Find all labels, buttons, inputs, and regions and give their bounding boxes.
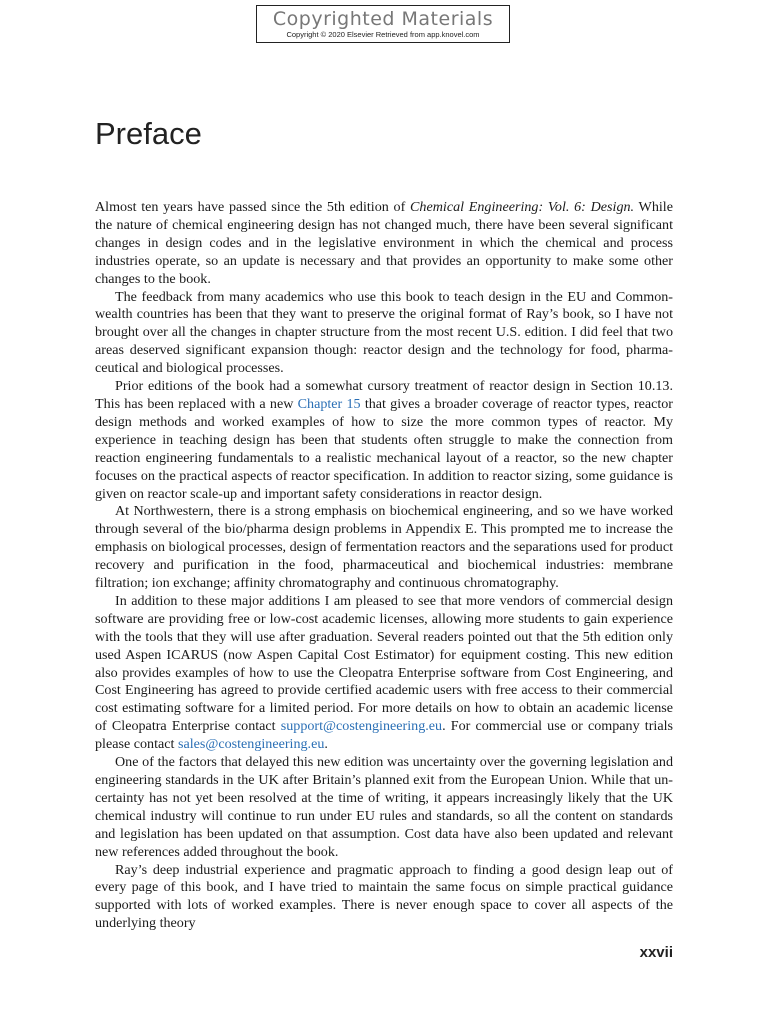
support-email-link[interactable]: support@costengineering.eu: [280, 718, 443, 735]
paragraph-text: In addition to these major additions I am pleased to see that more vendors of commercial design software are providing free or low-cost academic licenses, allowing more students to gain experience with the tools that they will use after graduation. Several readers pointed out that the 5th edition only used Aspen ICARUS (now Aspen Capital Cost Estimator) for equipment costing. This new edition also provides examples of how to use the Cleopatra Enterprise software from Cost Engineering, and Cost Engineering has agreed to provide certified academic users with free access to their commercial cost estimating software for a limited period. For more details on how to obtain an academic license of Cleopatra Enterprise contact: [95, 592, 673, 735]
page-number: xxvii: [639, 944, 673, 961]
paragraph-text: While the nature of chemical engineering design has not changed much, there have been several significant changes in design codes and in the legislative environment in which the chemical and process industries operate, so an update is necessary and that provides an opportunity to make some other changes to the book.: [95, 199, 673, 287]
paragraph-1: [95, 199, 673, 289]
paragraph-text: . For commercial use or company trials please contact: [95, 718, 673, 753]
chapter-15-link[interactable]: Chapter 15: [297, 395, 361, 412]
paragraph-2: The feedback from many academics who use this book to teach design in the EU and Commonwealth countries has been that they want to preserve the original format of Ray’s book, so I have not brought over all the changes in chapter structure from the most recent U.S. edition. I did feel that two areas deserved significant expansion though: reactor design and the technology for food, pharmaceutical and biological processes.: [95, 288, 673, 377]
copyright-watermark: [256, 5, 510, 43]
paragraph-6: One of the factors that delayed this new edition was uncertainty over the governing legislation and engineering standards in the UK after Britain’s planned exit from the European Union. While that uncertainty has not yet been resolved at the time of writing, it appears increasingly likely that the UK chemical industry will continue to run under EU rules and standards, so all the content on standards and legislation has been updated on that assumption. Cost data have also been updated and relevant new references added throughout the book.: [95, 754, 673, 860]
paragraph-5: [95, 593, 673, 754]
watermark-title: Copyrighted Materials: [272, 8, 494, 30]
book-title: Chemical Engineering: Vol. 6: Design.: [410, 199, 635, 215]
paragraph-7: Ray’s deep industrial experience and pragmatic approach to finding a good design leap out of every page of this book, and I have tried to maintain the same focus on simple practical guidance supported with lots of worked examples. There is never enough space to cover all aspects of the underlying theory: [95, 861, 673, 932]
paragraph-text: .: [324, 736, 328, 753]
sales-email-link[interactable]: sales@costengineering.eu: [177, 736, 325, 753]
preface-body: [95, 199, 673, 933]
paragraph-4: At Northwestern, there is a strong emphasis on biochemical engineering, and so we have worked through several of the bio/pharma design problems in Appendix E. This prompted me to increase the emphasis on biological processes, design of fermentation reactors and the separations used for product recovery and purification in the food, pharmaceutical and biochemical industries: membrane filtration; ion exchange; affinity chromatography and continuous chromatography.: [95, 503, 673, 592]
watermark-subtitle: Copyright © 2020 Elsevier Retrieved from app.knovel.com: [286, 30, 480, 39]
paragraph-text: Almost ten years have passed since the 5th edition of: [95, 199, 411, 215]
page-title: Preface: [95, 116, 202, 151]
paragraph-text: that gives a broader coverage of reactor types, reactor design methods and worked examples of how to size the more common types of reactor. My experience in teaching design has been that students often struggle to make the connection from reaction engineering fundamentals to a realistic mechanical layout of a reactor, so the new chapter focuses on the practical aspects of reactor specification. In addition to reactor sizing, some guidance is given on reactor scale-up and important safety considerations in reactor design.: [95, 395, 673, 502]
paragraph-text: Prior editions of the book had a somewhat cursory treatment of reactor design in Section 10.13. This has been replaced with a new: [95, 378, 673, 412]
paragraph-3: [95, 378, 673, 503]
